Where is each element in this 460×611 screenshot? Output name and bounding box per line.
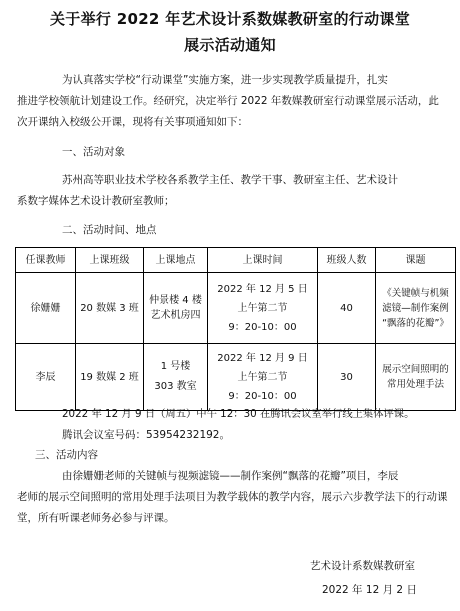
meeting-room-number: 腾讯会议室号码：53954232192。 [62, 429, 230, 441]
notice-title-line-1: 关于举行 2022 年艺术设计系数媒教研室的行动课堂 [50, 10, 410, 28]
header-time: 上课时间 [208, 248, 318, 273]
cell-topic: 《关键帧与机频 滤镜—制作案例 “飘落的花瓣”》 [376, 273, 456, 344]
cell-count: 40 [318, 273, 376, 344]
section-2-heading: 二、活动时间、地点 [62, 224, 157, 236]
section-1-first-line: 苏州高等职业技术学校各系教学主任、教学干事、教研室主任、艺术设计 [62, 174, 398, 186]
section-1-heading: 一、活动对象 [62, 146, 125, 158]
review-meeting-time: 2022 年 12 月 9 日（周五）中午 12：30 在腾讯会议室举行线上集体评课。 [62, 408, 415, 420]
header-class: 上课班级 [76, 248, 144, 273]
notice-title-line-2: 展示活动通知 [184, 36, 276, 54]
cell-time: 2022 年 12 月 5 日 上午第二节 9：20-10：00 [208, 273, 318, 344]
signature-date: 2022 年 12 月 2 日 [322, 584, 417, 596]
section-1-body: 系数字媒体艺术设计教研室教师； [17, 195, 175, 207]
section-3-first-line: 由徐姗姗老师的关键帧与视频滤镜——制作案例“飘落的花瓣”项目，李辰 [62, 470, 399, 482]
section-3-body: 老师的展示空间照明的常用处理手法项目为教学载体的教学内容，展示六步教学法下的行动课堂，所有听课老师务必参与评课。 [17, 491, 448, 524]
table-header-row [16, 248, 456, 273]
cell-teacher: 李辰 [16, 344, 76, 411]
cell-topic: 展示空间照明的 常用处理手法 [376, 344, 456, 411]
header-topic: 课题 [376, 248, 456, 273]
cell-class: 20 数媒 3 班 [76, 273, 144, 344]
table-row [16, 344, 456, 411]
table-row [16, 273, 456, 344]
cell-location: 仲景楼 4 楼 艺术机房四 [144, 273, 208, 344]
cell-class: 19 数媒 2 班 [76, 344, 144, 411]
header-count: 班级人数 [318, 248, 376, 273]
header-teacher: 任课教师 [16, 248, 76, 273]
signature-organization: 艺术设计系数媒教研室 [310, 560, 415, 572]
section-3-heading: 三、活动内容 [35, 449, 98, 461]
intro-first-line: 为认真落实学校“行动课堂”实施方案，进一步实现教学质量提升，扎实 [62, 74, 388, 86]
intro-paragraph-body: 推进学校领航计划建设工作。经研究，决定举行 2022 年数媒教研室行动课堂展示活动，此次开课纳入校级公开课，现将有关事项通知如下： [17, 95, 439, 128]
cell-time: 2022 年 12 月 9 日 上午第二节 9：20-10：00 [208, 344, 318, 411]
cell-count: 30 [318, 344, 376, 411]
cell-teacher: 徐姗姗 [16, 273, 76, 344]
header-location: 上课地点 [144, 248, 208, 273]
cell-location: 1 号楼 303 教室 [144, 344, 208, 411]
schedule-table [15, 247, 456, 411]
